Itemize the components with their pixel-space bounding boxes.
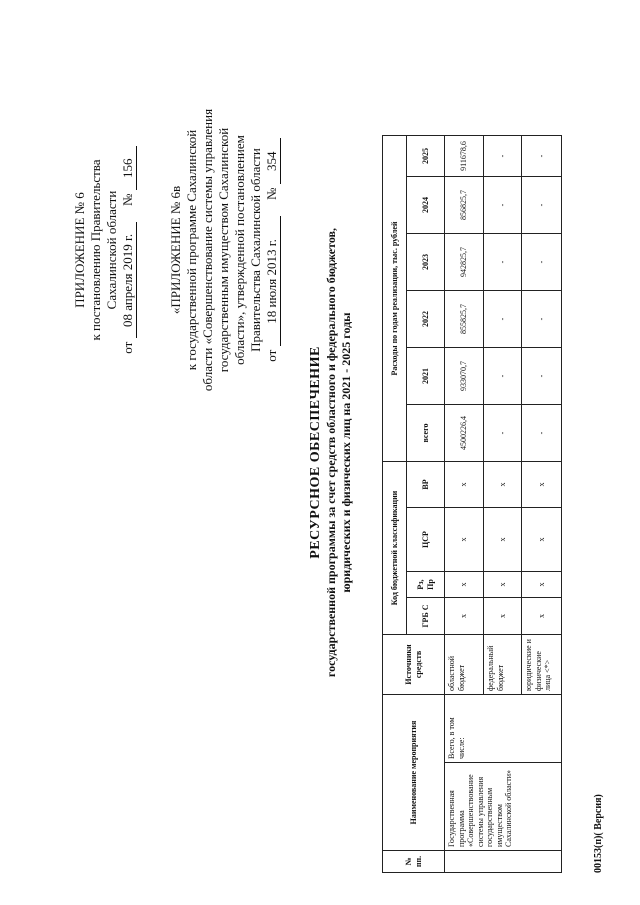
approval-6v-line1: к государственной программе Сахалинской (184, 129, 199, 371)
year-2021-cell: - (522, 348, 562, 405)
approval-6-date-line (120, 125, 137, 375)
document-subtitle-1: государственной программы за счет средств областного и федерального бюджетов, (324, 227, 338, 678)
csr-cell: х (522, 508, 562, 572)
header-rzpr: Рз, Пр (407, 572, 445, 598)
approval-6-date: 08 апреля 2019 г. (120, 222, 137, 338)
table-row (445, 136, 484, 873)
year-2024-cell: - (522, 177, 562, 234)
year-2022-cell: - (484, 291, 522, 348)
approval-6v-line4: области», утвержденной постановлением (232, 135, 247, 365)
year-2021-cell: - (484, 348, 522, 405)
year-2023-cell: - (522, 234, 562, 291)
year-2025-cell: - (484, 136, 522, 177)
rzpr-cell: х (522, 572, 562, 598)
header-year-2021: 2021 (407, 348, 445, 405)
header-source: Источники средств (383, 635, 445, 695)
header-year-2022: 2022 (407, 291, 445, 348)
approval-6-line2: Сахалинской области (104, 190, 119, 310)
source-cell: юридические и физические лица <*> (522, 635, 562, 695)
resource-table (382, 135, 562, 873)
year-2024-cell: - (484, 177, 522, 234)
table-header-row (383, 136, 407, 873)
csr-cell: х (484, 508, 522, 572)
document-title: РЕСУРСНОЕ ОБЕСПЕЧЕНИЕ (308, 346, 323, 559)
vr-cell: х (522, 462, 562, 508)
vr-cell: х (445, 462, 484, 508)
approval-6-number: 156 (120, 146, 137, 190)
year-2023-cell: 942825,7 (445, 234, 484, 291)
source-cell: федеральный бюджет (484, 635, 522, 695)
total-cell: 4500226,4 (445, 405, 484, 462)
year-2021-cell: 933070,7 (445, 348, 484, 405)
total-cell: - (484, 405, 522, 462)
header-no: № пп. (383, 851, 445, 873)
header-total: всего (407, 405, 445, 462)
total-cell: - (522, 405, 562, 462)
rzpr-cell: х (484, 572, 522, 598)
approval-6v-title: «ПРИЛОЖЕНИЕ № 6в (168, 185, 183, 315)
program-name: Государственная программа «Совершенствование системы управления государственным имуществом Сахалинской области» (445, 763, 562, 851)
header-year-2023: 2023 (407, 234, 445, 291)
approval-6v-date: 18 июля 2013 г. (264, 216, 281, 346)
approval-6-no: № (120, 193, 135, 206)
header-grbs: ГРБ С (407, 598, 445, 635)
year-2022-cell: - (522, 291, 562, 348)
source-cell: областной бюджет (445, 635, 484, 695)
approval-6-title: ПРИЛОЖЕНИЕ № 6 (72, 192, 87, 308)
approval-6v-line2: области «Совершенствование системы управления (200, 108, 215, 392)
document-title-block (307, 0, 354, 905)
header-year-2025: 2025 (407, 136, 445, 177)
rzpr-cell: х (445, 572, 484, 598)
program-total-label: Всего, в том числе: (445, 695, 562, 763)
document-footer-code: 00153(п)( Версия) (593, 794, 604, 873)
header-csr: ЦСР (407, 508, 445, 572)
grbs-cell: х (445, 598, 484, 635)
approval-6v-line5: Правительства Сахалинской области (248, 148, 263, 352)
approval-6-line1: к постановлению Правительства (88, 159, 103, 341)
approval-6v-line3: государственным имуществом Сахалинской (216, 127, 231, 373)
year-2024-cell: 856825,7 (445, 177, 484, 234)
approval-6v-date-line (264, 77, 281, 423)
header-expenses: Расходы по годам реализации, тыс. рублей (383, 136, 407, 462)
year-2025-cell: 911678,6 (445, 136, 484, 177)
document-subtitle-2: юридических и физических лиц на 2021 - 2025 годы (339, 312, 353, 593)
header-year-2024: 2024 (407, 177, 445, 234)
approval-6v-no: № (264, 187, 279, 200)
csr-cell: х (445, 508, 484, 572)
vr-cell: х (484, 462, 522, 508)
header-vr: ВР (407, 462, 445, 508)
year-2022-cell: 855825,7 (445, 291, 484, 348)
approval-block-6 (72, 125, 137, 375)
approval-6v-from: от (264, 349, 279, 362)
header-name: Наименование мероприятия (383, 695, 445, 851)
approval-block-6v (168, 77, 281, 423)
year-2025-cell: - (522, 136, 562, 177)
approval-6-from: от (120, 341, 135, 354)
approval-6v-number: 354 (264, 138, 281, 184)
grbs-cell: х (484, 598, 522, 635)
year-2023-cell: - (484, 234, 522, 291)
row-no (445, 851, 562, 873)
grbs-cell: х (522, 598, 562, 635)
header-code: Код бюджетной классификации (383, 462, 407, 635)
